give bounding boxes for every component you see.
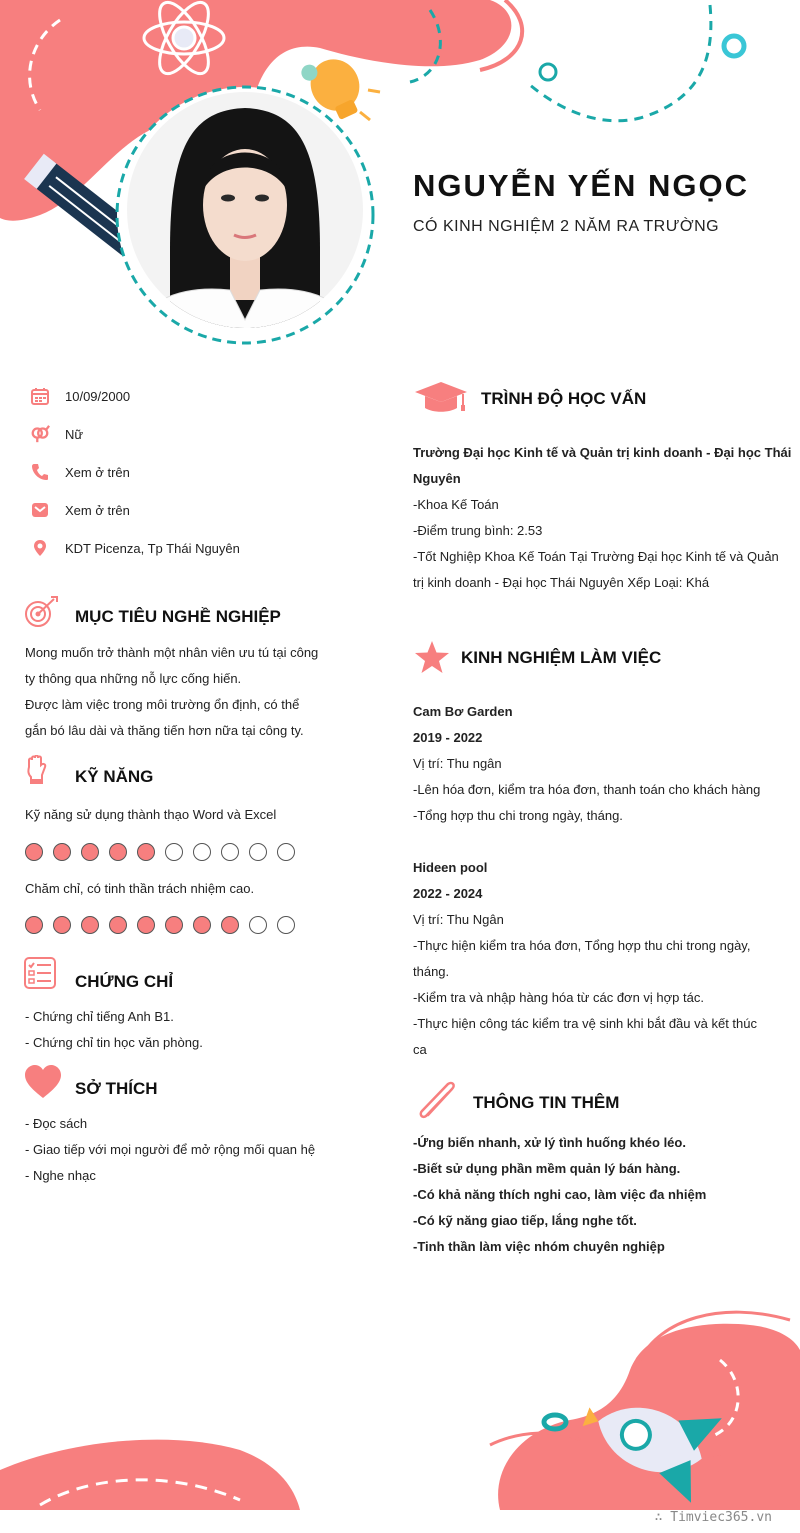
skill-rating-dot [81, 843, 99, 861]
skill-rating-dot [81, 916, 99, 934]
skill-2-rating [25, 916, 305, 934]
education-detail: trị kinh doanh - Đại học Thái Nguyên Xếp Loại: Khá [413, 575, 710, 590]
skill-2-label: Chăm chỉ, có tinh thần trách nhiệm cao. [25, 881, 255, 896]
skill-rating-dot [25, 843, 43, 861]
contact-phone [30, 459, 130, 485]
experience-title: KINH NGHIỆM LÀM VIỆC [461, 648, 662, 667]
skill-rating-dot [165, 843, 183, 861]
phone-text: Xem ở trên [65, 464, 130, 480]
skill-rating-dot [277, 916, 295, 934]
additional-title: THÔNG TIN THÊM [473, 1093, 620, 1112]
skill-rating-dot [193, 843, 211, 861]
skill-rating-dot [193, 916, 211, 934]
job-detail: Vị trí: Thu ngân [413, 756, 502, 771]
address-text: KDT Picenza, Tp Thái Nguyên [65, 540, 240, 556]
job-detail: -Tổng hợp thu chi trong ngày, tháng. [413, 808, 623, 823]
skill-rating-dot [221, 916, 239, 934]
job-detail: tháng. [413, 964, 450, 979]
skill-rating-dot [109, 843, 127, 861]
certificate-item: - Chứng chỉ tiếng Anh B1. [25, 1009, 174, 1024]
candidate-name: NGUYỄN YẾN NGỌC [413, 168, 750, 203]
phone-icon [30, 462, 50, 482]
target-icon [24, 596, 58, 633]
contact-address [30, 535, 240, 561]
education-detail: -Điểm trung bình: 2.53 [413, 523, 543, 538]
hobby-item: - Đọc sách [25, 1116, 88, 1131]
birthday-text: 10/09/2000 [65, 388, 131, 404]
skills-title: KỸ NĂNG [75, 767, 154, 786]
mail-icon [30, 500, 50, 520]
additional-item: -Tinh thần làm việc nhóm chuyên nghiệp [413, 1239, 665, 1254]
job-detail: ca [413, 1042, 427, 1057]
skill-1-rating [25, 843, 305, 861]
location-icon [30, 538, 50, 558]
job-detail: -Thực hiện kiểm tra hóa đơn, Tổng hợp thu chi trong ngày, [413, 938, 751, 953]
education-content [413, 440, 792, 596]
job-company: Cam Bơ Garden [413, 704, 513, 719]
education-detail: -Khoa Kế Toán [413, 497, 499, 512]
objective-line: Mong muốn trở thành một nhân viên ưu tú tại công [25, 645, 319, 660]
objective-text [25, 640, 317, 744]
job-2 [413, 855, 771, 1063]
objective-title: MỤC TIÊU NGHỀ NGHIỆP [75, 607, 281, 626]
hobby-item: - Nghe nhạc [25, 1168, 96, 1183]
additional-item: -Biết sử dụng phần mềm quản lý bán hàng. [413, 1161, 681, 1176]
school-name-cont: Nguyên [413, 471, 461, 486]
additional-item: -Ứng biến nhanh, xử lý tình huống khéo léo. [413, 1135, 686, 1150]
hobby-item: - Giao tiếp với mọi người để mở rộng mối quan hệ [25, 1142, 316, 1157]
contact-email [30, 497, 130, 523]
gender-icon [30, 424, 50, 444]
job-detail: Vị trí: Thu Ngân [413, 912, 504, 927]
certificates-title: CHỨNG CHỈ [75, 972, 174, 991]
gender-text: Nữ [65, 426, 84, 442]
additional-list [413, 1130, 771, 1260]
additional-item: -Có kỹ năng giao tiếp, lắng nghe tốt. [413, 1213, 637, 1228]
job-company: Hideen pool [413, 860, 488, 875]
skill-rating-dot [53, 916, 71, 934]
certificates-list [25, 1004, 203, 1056]
star-icon [414, 640, 450, 679]
skill-rating-dot [249, 843, 267, 861]
job-detail: -Lên hóa đơn, kiểm tra hóa đơn, thanh toán cho khách hàng [413, 782, 761, 797]
objective-line: ty thông qua những nỗ lực cống hiến. [25, 671, 242, 686]
job-detail: -Thực hiện công tác kiểm tra vệ sinh khi bắt đầu và kết thúc [413, 1016, 757, 1031]
graduation-cap-icon [413, 380, 469, 419]
job-period: 2022 - 2024 [413, 886, 483, 901]
skill-rating-dot [109, 916, 127, 934]
checklist-icon [24, 957, 56, 994]
skill-rating-dot [25, 916, 43, 934]
job-period: 2019 - 2022 [413, 730, 483, 745]
skill-rating-dot [277, 843, 295, 861]
skill-rating-dot [165, 916, 183, 934]
heart-icon [24, 1065, 62, 1104]
email-text: Xem ở trên [65, 502, 130, 518]
certificate-item: - Chứng chỉ tin học văn phòng. [25, 1035, 203, 1050]
education-detail: -Tốt Nghiệp Khoa Kế Toán Tại Trường Đại học Kinh tế và Quản [413, 549, 779, 564]
contact-gender [30, 421, 83, 447]
skill-rating-dot [137, 843, 155, 861]
skill-rating-dot [137, 916, 155, 934]
watermark: ∴ Timviec365.vn [654, 1510, 772, 1525]
additional-item: -Có khả năng thích nghi cao, làm việc đa nhiệm [413, 1187, 707, 1202]
job-detail: -Kiểm tra và nhập hàng hóa từ các đơn vị hợp tác. [413, 990, 704, 1005]
school-name: Trường Đại học Kinh tế và Quản trị kinh doanh - Đại học Thái [413, 445, 792, 460]
skill-rating-dot [53, 843, 71, 861]
contact-birthday [30, 383, 130, 409]
hobbies-list [25, 1111, 315, 1189]
objective-line: Được làm việc trong môi trường ổn định, có thể [25, 697, 300, 712]
calendar-icon [30, 386, 50, 406]
skill-1-label: Kỹ năng sử dụng thành thạo Word và Excel [25, 807, 277, 822]
education-title: TRÌNH ĐỘ HỌC VẤN [481, 389, 647, 408]
candidate-subtitle: CÓ KINH NGHIỆM 2 NĂM RA TRƯỜNG [413, 218, 720, 235]
paperclip-icon [416, 1081, 460, 1126]
hobbies-title: SỞ THÍCH [75, 1079, 158, 1098]
profile-photo [110, 80, 380, 350]
objective-line: gắn bó lâu dài và thăng tiến hơn nữa tại công ty. [25, 723, 304, 738]
skill-rating-dot [249, 916, 267, 934]
job-1 [413, 699, 771, 829]
hand-icon [25, 755, 49, 790]
skill-rating-dot [221, 843, 239, 861]
